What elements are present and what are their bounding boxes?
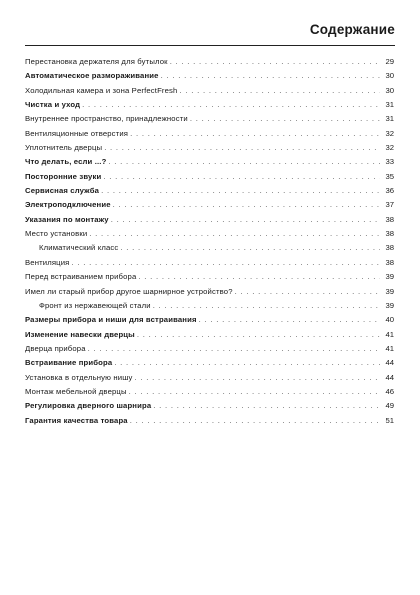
toc-entry[interactable] xyxy=(25,270,394,284)
page-header xyxy=(25,21,395,46)
toc-entry-page-number: 32 xyxy=(385,143,394,153)
toc-entry[interactable] xyxy=(25,69,394,83)
toc-entry-page-number: 30 xyxy=(385,71,394,81)
toc-entry-title: Гарантия качества товара xyxy=(25,415,128,425)
toc-entry-title: Автоматическое размораживание xyxy=(25,71,159,81)
toc-entry-title: Чистка и уход xyxy=(25,100,81,110)
toc-dot-leader xyxy=(135,371,381,385)
toc-dot-leader xyxy=(129,385,380,399)
toc-entry-title: Внутреннее пространство, принадлежности xyxy=(25,114,188,124)
toc-entry-page-number: 41 xyxy=(385,329,394,339)
toc-entry-title: Что делать, если ...? xyxy=(25,157,107,167)
toc-entry[interactable] xyxy=(25,256,394,270)
toc-dot-leader xyxy=(104,141,380,155)
toc-entry[interactable] xyxy=(25,98,394,112)
toc-entry-page-number: 39 xyxy=(385,286,394,296)
toc-dot-leader xyxy=(114,356,380,370)
toc-entry-page-number: 38 xyxy=(385,243,394,253)
toc-entry-page-number: 38 xyxy=(385,214,394,224)
toc-entry[interactable] xyxy=(25,399,394,413)
toc-entry[interactable] xyxy=(25,328,394,342)
toc-entry-title: Дверца прибора xyxy=(25,343,86,353)
toc-entry-page-number: 35 xyxy=(385,171,394,181)
toc-entry-title: Изменение навески дверцы xyxy=(25,329,135,339)
toc-entry-page-number: 39 xyxy=(385,300,394,310)
toc-entry-page-number: 38 xyxy=(385,257,394,267)
toc-entry-page-number: 46 xyxy=(385,386,394,396)
toc-entry-page-number: 37 xyxy=(385,200,394,210)
toc-entry-page-number: 29 xyxy=(385,57,394,66)
toc-dot-leader xyxy=(170,55,380,69)
toc-entry-title: Размеры прибора и ниши для встраивания xyxy=(25,315,197,325)
toc-entry[interactable] xyxy=(25,313,394,327)
toc-entry-title: Климатический класс xyxy=(39,243,119,253)
toc-entry[interactable] xyxy=(25,155,394,169)
toc-entry-page-number: 33 xyxy=(385,157,394,167)
toc-dot-leader xyxy=(130,414,380,428)
toc-entry[interactable] xyxy=(25,112,394,126)
table-of-contents xyxy=(25,55,394,428)
toc-entry[interactable] xyxy=(25,385,394,399)
toc-entry-title: Вентиляционные отверстия xyxy=(25,128,129,138)
toc-entry-page-number: 38 xyxy=(385,229,394,239)
toc-dot-leader xyxy=(130,127,380,141)
toc-entry-title: Встраивание прибора xyxy=(25,358,113,368)
toc-entry-title: Вентиляция xyxy=(25,257,70,267)
toc-entry[interactable] xyxy=(25,84,394,98)
toc-entry[interactable] xyxy=(25,198,394,212)
toc-dot-leader xyxy=(235,285,380,299)
toc-entry-page-number: 30 xyxy=(385,85,394,95)
toc-dot-leader xyxy=(82,98,380,112)
toc-entry-title: Посторонние звуки xyxy=(25,171,102,181)
toc-entry-title: Перед встраиванием прибора xyxy=(25,272,137,282)
toc-entry-page-number: 44 xyxy=(385,372,394,382)
toc-entry[interactable] xyxy=(25,342,394,356)
toc-entry-page-number: 36 xyxy=(385,186,394,196)
toc-entry-page-number: 39 xyxy=(385,272,394,282)
toc-entry[interactable] xyxy=(25,127,394,141)
toc-dot-leader xyxy=(71,256,380,270)
toc-entry[interactable] xyxy=(25,371,394,385)
toc-dot-leader xyxy=(101,184,380,198)
toc-entry-page-number: 32 xyxy=(385,128,394,138)
toc-entry-page-number: 31 xyxy=(385,100,394,110)
toc-dot-leader xyxy=(108,155,380,169)
toc-entry[interactable] xyxy=(25,414,394,428)
toc-dot-leader xyxy=(190,112,380,126)
toc-entry[interactable] xyxy=(25,213,394,227)
toc-entry-title: Имел ли старый прибор другое шарнирное устройство? xyxy=(25,286,233,296)
toc-entry-title: Монтаж мебельной дверцы xyxy=(25,386,127,396)
toc-entry-title: Электроподключение xyxy=(25,200,111,210)
toc-entry-page-number: 31 xyxy=(385,114,394,124)
toc-entry[interactable] xyxy=(25,170,394,184)
toc-entry[interactable] xyxy=(25,356,394,370)
toc-dot-leader xyxy=(113,198,380,212)
toc-entry-title: Сервисная служба xyxy=(25,186,100,196)
toc-entry-page-number: 49 xyxy=(385,401,394,411)
toc-dot-leader xyxy=(89,227,380,241)
toc-entry[interactable] xyxy=(25,184,394,198)
toc-dot-leader xyxy=(137,328,380,342)
toc-entry-title: Регулировка дверного шарнира xyxy=(25,401,152,411)
toc-dot-leader xyxy=(138,270,380,284)
toc-dot-leader xyxy=(103,170,380,184)
toc-entry-page-number: 40 xyxy=(385,315,394,325)
toc-entry-title: Установка в отдельную нишу xyxy=(25,372,133,382)
toc-dot-leader xyxy=(88,342,380,356)
toc-entry[interactable] xyxy=(25,141,394,155)
toc-entry[interactable] xyxy=(25,241,394,255)
toc-entry-title: Холодильная камера и зона PerfectFresh xyxy=(25,85,178,95)
toc-dot-leader xyxy=(161,69,380,83)
toc-entry-page-number: 51 xyxy=(385,415,394,425)
toc-entry[interactable] xyxy=(25,55,394,69)
toc-entry-page-number: 41 xyxy=(385,343,394,353)
toc-entry-title: Уплотнитель дверцы xyxy=(25,143,103,153)
toc-entry[interactable] xyxy=(25,299,394,313)
toc-dot-leader xyxy=(153,299,380,313)
toc-entry[interactable] xyxy=(25,285,394,299)
page-title: Содержание xyxy=(309,22,395,37)
toc-dot-leader xyxy=(111,213,380,227)
toc-dot-leader xyxy=(199,313,380,327)
toc-entry[interactable] xyxy=(25,227,394,241)
toc-entry-title: Место установки xyxy=(25,229,88,239)
toc-entry-page-number: 44 xyxy=(385,358,394,368)
toc-dot-leader xyxy=(153,399,380,413)
toc-dot-leader xyxy=(120,241,380,255)
toc-entry-title: Фронт из нержавеющей стали xyxy=(39,300,151,310)
toc-entry-title: Перестановка держателя для бутылок xyxy=(25,57,168,66)
toc-entry-title: Указания по монтажу xyxy=(25,214,109,224)
toc-dot-leader xyxy=(179,84,380,98)
